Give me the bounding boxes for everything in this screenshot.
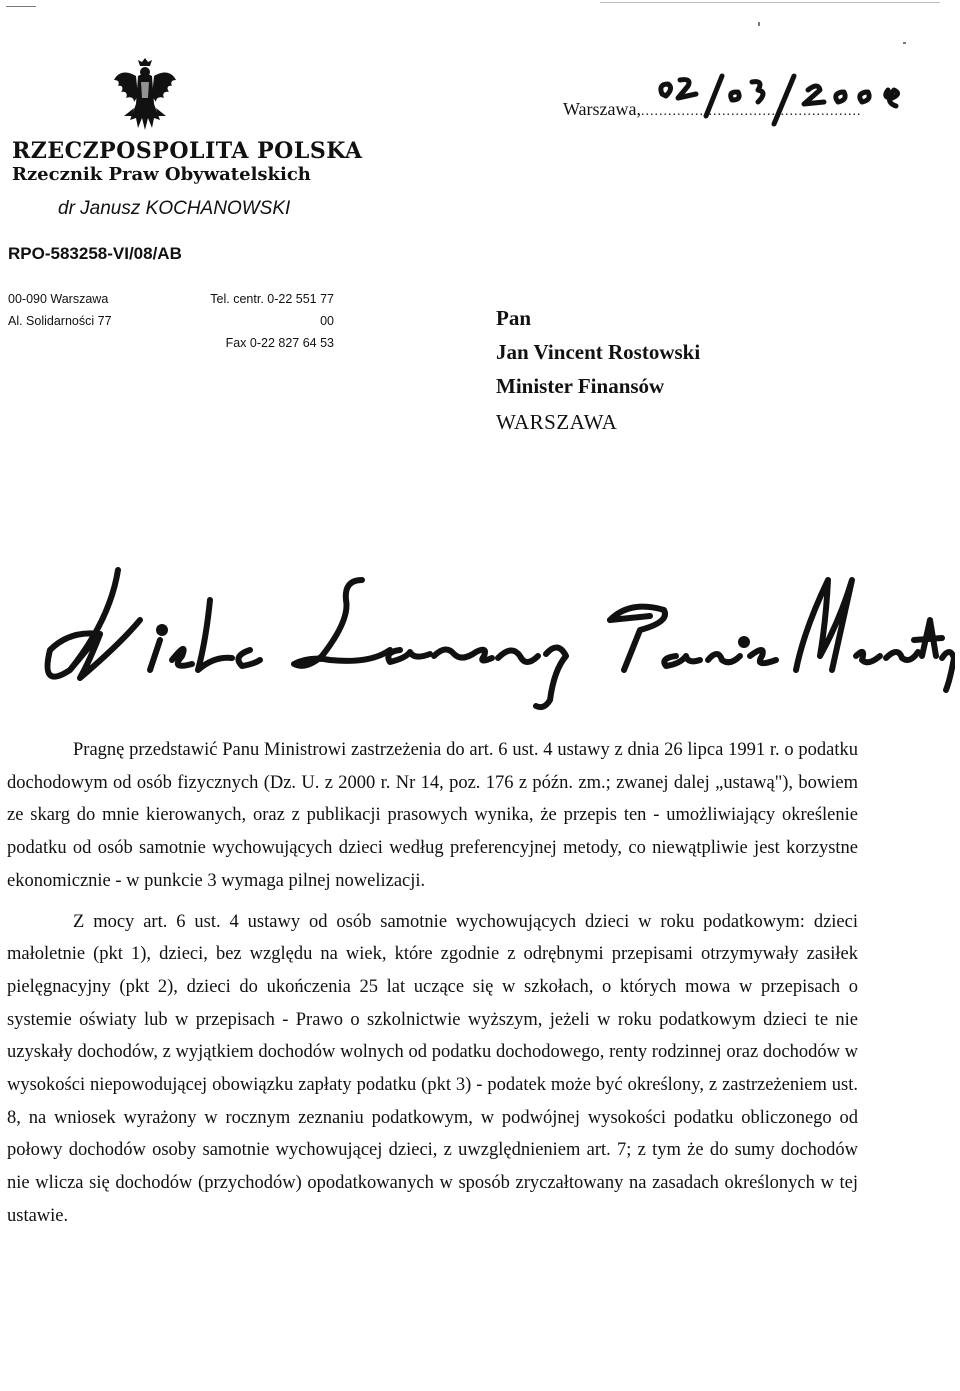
letter-body: [7, 734, 858, 1233]
scan-artifact: [600, 2, 940, 3]
office-contact: [196, 288, 334, 354]
recipient-city: WARSZAWA: [496, 410, 618, 434]
phone-number: Tel. centr. 0-22 551 77 00: [210, 292, 334, 328]
scan-artifact: [903, 42, 906, 44]
dateline-city: Warszawa,.................................................: [563, 99, 862, 119]
office-address: [8, 288, 112, 332]
address-line: Al. Solidarności 77: [8, 314, 112, 328]
country-name: RZECZPOSPOLITA POLSKA: [12, 138, 363, 164]
scan-artifact: [6, 6, 36, 7]
body-paragraph: Pragnę przedstawić Panu Ministrowi zastrzeżenia do art. 6 ust. 4 ustawy z dnia 26 lipca 1991 r. o podatku dochodowym od osób fizycznych (Dz. U. z 2000 r. Nr 14, poz. 176 z późn. zm.; zwanej dalej „ustawą"), bowiem ze skarg do mnie kierowanych, oraz z publikacji prasowych wynika, że przepis ten - umożliwiający określenie podatku od osób samotnie wychowujących dzieci według preferencyjnej metody, co niewątpliwie jest korzystne ekonomicznie - w punkcie 3 wymaga pilnej nowelizacji.: [7, 740, 858, 891]
scan-artifact: [758, 22, 760, 26]
reference-number: RPO-583258-VI/08/AB: [8, 244, 182, 263]
address-line: 00-090 Warszawa: [8, 292, 109, 306]
body-paragraph: Z mocy art. 6 ust. 4 ustawy od osób samotnie wychowujących dzieci w roku podatkowym: dzieci małoletnie (pkt 1), dzieci, bez względu na wiek, które zgodnie z odrębnymi przepisami otrzymywały zasiłek pielęgnacyjny (pkt 2), dzieci do ukończenia 25 lat uczące się w szkołach, o których mowa w przepisach o systemie oświaty lub w przepisach - Prawo o szkolnictwie wyższym, jeżeli w roku podatkowym dzieci te nie uzyskały dochodów, z wyjątkiem dochodów wolnych od podatku dochodowego, renty rodzinnej oraz dochodów w wysokości niepowodującej obowiązku zapłaty podatku (pkt 3) - podatek może być określony, z zastrzeżeniem ust. 8, na wniosek wyrażony w rocznym zeznaniu podatkowym, w podwójnej wysokości podatku obliczonego od połowy dochodów osoby samotnie wychowującej dzieci, z uwzględnieniem art. 7; z tym że do sumy dochodów nie wlicza się dochodów (przychodów) opodatkowanych w sposób zryczałtowany na zasadach określonych w tej ustawie.: [7, 911, 858, 1226]
handwritten-salutation: [10, 560, 955, 720]
institution-name: Rzecznik Praw Obywatelskich: [12, 164, 311, 185]
recipient-name: Jan Vincent Rostowski: [496, 340, 701, 364]
recipient-title: Pan: [496, 306, 532, 330]
fax-number: Fax 0-22 827 64 53: [225, 336, 334, 350]
polish-eagle-emblem-icon: [112, 58, 178, 136]
official-name: dr Janusz KOCHANOWSKI: [58, 198, 291, 219]
recipient-position: Minister Finansów: [496, 374, 665, 398]
handwritten-date: [656, 72, 946, 132]
